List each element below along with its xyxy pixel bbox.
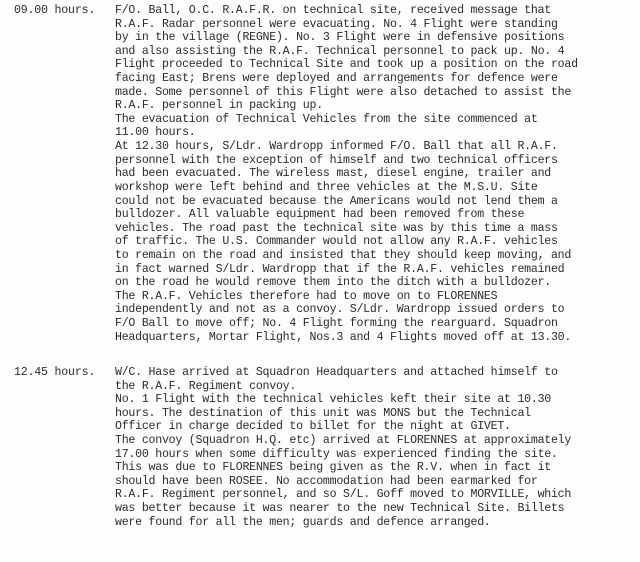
- text-line: Flight proceeded to Technical Site and took up a position on the road: [115, 58, 578, 72]
- text-line: R.A.F. Radar personnel were evacuating. No. 4 Flight were standing: [115, 17, 558, 31]
- text-line: could not be evacuated because the Americans would not lend them a: [115, 194, 558, 208]
- text-line: had been evacuated. The wireless mast, diesel engine, trailer and: [115, 167, 551, 181]
- text-line: W/C. Hase arrived at Squadron Headquarters and attached himself to: [115, 366, 558, 379]
- text-line: facing East; Brens were deployed and arrangements for defence were: [115, 72, 558, 86]
- text-line: in fact warned S/Ldr. Wardropp that if the R.A.F. vehicles remained: [115, 262, 565, 276]
- text-line: Headquarters, Mortar Flight, Nos.3 and 4 Flights moved off at 13.30.: [115, 330, 572, 344]
- text-line: to remain on the road and insisted that they should keep moving, and: [115, 248, 572, 262]
- text-line: R.A.F. personnel in packing up.: [115, 99, 323, 113]
- text-line: by in the village (REGNE). No. 3 Flight were in defensive positions: [115, 31, 565, 45]
- entry-time: 09.00 hours.: [14, 4, 96, 17]
- text-line: independently and not as a convoy. S/Ldr. Wardropp issued orders to: [115, 303, 565, 317]
- text-line: F/O. Ball, O.C. R.A.F.R. on technical site, received message that: [115, 4, 551, 17]
- text-line: F/O Ball to move off; No. 4 Flight forming the rearguard. Squadron: [115, 317, 558, 331]
- text-line: The evacuation of Technical Vehicles from the site commenced at: [115, 112, 538, 126]
- text-line: Officer in charge decided to billet for the night at GIVET.: [115, 420, 511, 434]
- text-line: This was due to FLORENNES being given as the R.V. when in fact it: [115, 461, 551, 475]
- text-line: on the road he would remove them into the ditch with a bulldozer.: [115, 276, 551, 290]
- text-line: were found for all the men; guards and defence arranged.: [115, 515, 491, 529]
- text-line: 11.00 hours.: [115, 126, 196, 140]
- text-line: R.A.F. Regiment personnel, and so S/L. Goff moved to MORVILLE, which: [115, 488, 572, 502]
- text-line: The R.A.F. Vehicles therefore had to move on to FLORENNES: [115, 289, 498, 303]
- text-line: bulldozer. All valuable equipment had been removed from these: [115, 208, 525, 222]
- text-line: hours. The destination of this unit was MONS but the Technical: [115, 406, 531, 420]
- text-line: made. Some personnel of this Flight were also detached to assist the: [115, 85, 572, 99]
- text-line: of traffic. The U.S. Commander would not allow any R.A.F. vehicles: [115, 235, 558, 249]
- text-line: No. 1 Flight with the technical vehicles keft their site at 10.30: [115, 393, 551, 407]
- entry-text: [115, 366, 635, 529]
- entry-time: 12.45 hours.: [14, 366, 96, 379]
- text-line: personnel with the exception of himself and two technical officers: [115, 153, 558, 167]
- text-line: was better because it was nearer to the new Technical Site. Billets: [115, 502, 565, 516]
- text-line: should have been ROSEE. No accommodation had been earmarked for: [115, 474, 538, 488]
- text-line: the R.A.F. Regiment convoy.: [115, 379, 297, 393]
- text-line: At 12.30 hours, S/Ldr. Wardropp informed F/O. Ball that all R.A.F.: [115, 140, 558, 154]
- text-line: 17.00 hours when some difficulty was experienced finding the site.: [115, 447, 558, 461]
- text-line: vehicles. The road past the technical site was by this time a mass: [115, 221, 558, 235]
- text-line: The convoy (Squadron H.Q. etc) arrived at FLORENNES at approximately: [115, 434, 572, 448]
- entry-text: [115, 4, 635, 344]
- text-line: and also assisting the R.A.F. Technical personnel to pack up. No. 4: [115, 44, 565, 58]
- text-line: workshop were left behind and three vehicles at the M.S.U. Site: [115, 180, 538, 194]
